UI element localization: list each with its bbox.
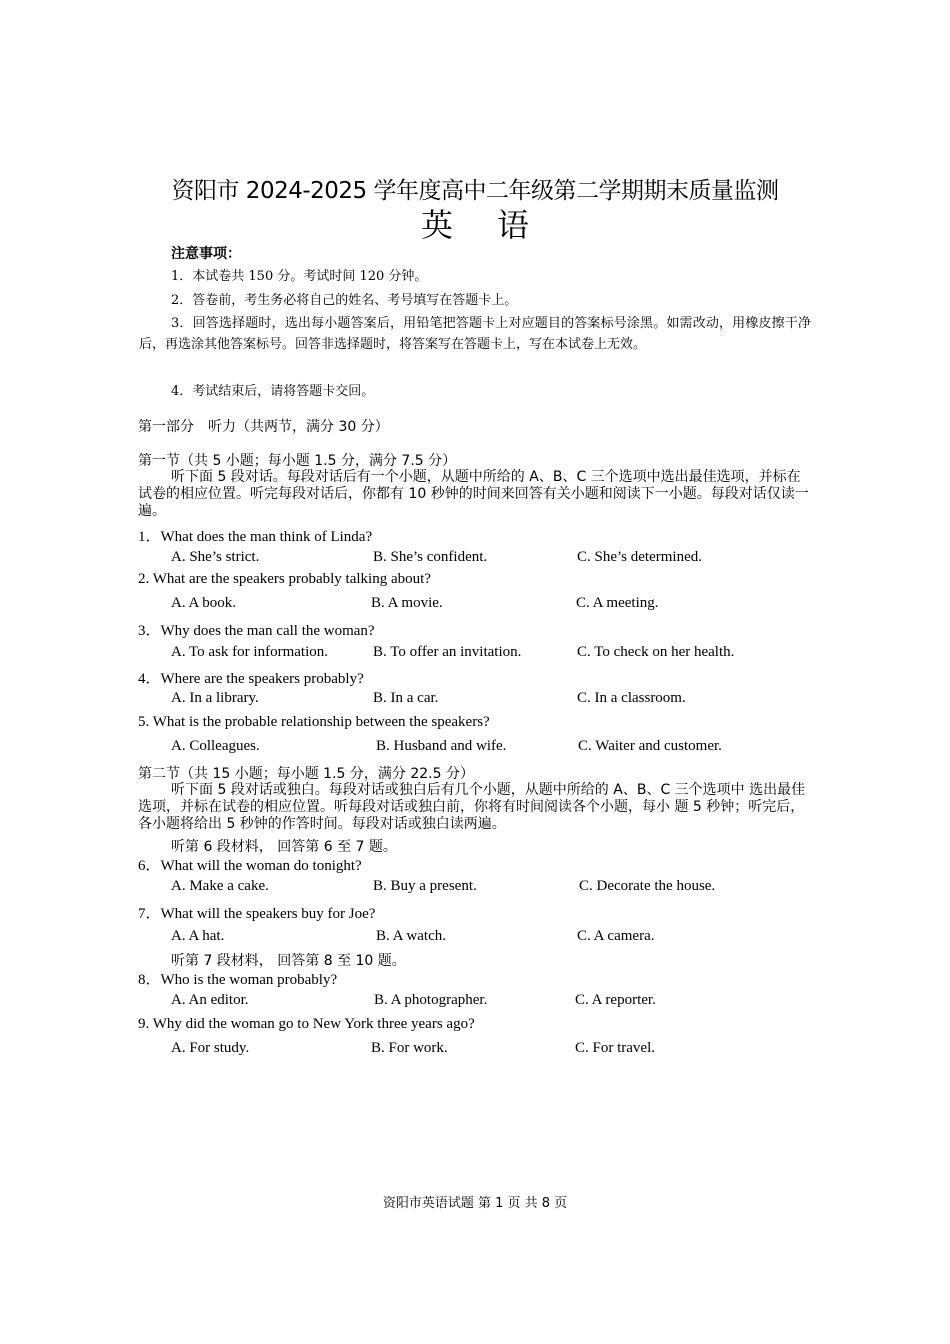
- material-6-note: 听第 6 段材料， 回答第 6 至 7 题。: [171, 839, 397, 855]
- q4-option-c: C. In a classroom.: [577, 690, 686, 706]
- q9-option-b: B. For work.: [371, 1040, 448, 1056]
- q2-option-c: C. A meeting.: [576, 595, 659, 611]
- q5-option-b: B. Husband and wife.: [376, 738, 507, 754]
- q7-option-a: A. A hat.: [171, 928, 225, 944]
- exam-title: 资阳市 2024-2025 学年度高中二年级第二学期期末质量监测: [171, 178, 779, 204]
- q4-option-a: A. In a library.: [171, 690, 259, 706]
- q1-option-b: B. She’s confident.: [373, 549, 488, 565]
- question-7: 7．What will the speakers buy for Joe?: [138, 906, 376, 922]
- section1-title: 第一节（共 5 小题；每小题 1.5 分，满分 7.5 分）: [138, 453, 457, 469]
- notice-item-2: 2．答卷前，考生务必将自己的姓名、考号填写在答题卡上。: [171, 293, 518, 308]
- section2-instructions: 听下面 5 段对话或独白。每段对话或独白后有几个小题，从题中所给的 A、B、C 三个选项中 选出最佳选项，并标在试卷的相应位置。听每段对话或独白前，你将有时间阅读各个小题，每小 题 5 秒钟；听完后，各小题将给出 5 秒钟的作答时间。每段对话或独白读两遍。: [138, 782, 806, 832]
- q7-option-c: C. A camera.: [577, 928, 655, 944]
- q3-option-a: A. To ask for information.: [171, 644, 328, 660]
- question-4: 4．Where are the speakers probably?: [138, 671, 364, 687]
- q9-option-a: A. For study.: [171, 1040, 250, 1056]
- notice-item-1: 1．本试卷共 150 分。考试时间 120 分钟。: [171, 269, 428, 284]
- q3-option-c: C. To check on her health.: [577, 644, 735, 660]
- q7-option-b: B. A watch.: [376, 928, 446, 944]
- q6-option-c: C. Decorate the house.: [579, 878, 716, 894]
- q8-option-c: C. A reporter.: [575, 992, 656, 1008]
- notice-item-4: 4．考试结束后，请将答题卡交回。: [171, 384, 375, 399]
- q9-option-c: C. For travel.: [575, 1040, 655, 1056]
- section2-title: 第二节（共 15 小题；每小题 1.5 分，满分 22.5 分）: [138, 766, 474, 782]
- question-2: 2. What are the speakers probably talking about?: [138, 571, 431, 587]
- question-5: 5. What is the probable relationship between the speakers?: [138, 714, 490, 730]
- q5-option-c: C. Waiter and customer.: [578, 738, 722, 754]
- q6-option-a: A. Make a cake.: [171, 878, 269, 894]
- q1-option-a: A. She’s strict.: [171, 549, 260, 565]
- q3-option-b: B. To offer an invitation.: [373, 644, 522, 660]
- subject-char-1: 英: [420, 206, 453, 244]
- q1-option-c: C. She’s determined.: [577, 549, 702, 565]
- q2-option-b: B. A movie.: [371, 595, 443, 611]
- subject-title: [0, 200, 950, 246]
- q8-option-b: B. A photographer.: [374, 992, 488, 1008]
- section1-instructions: 听下面 5 段对话。每段对话后有一个小题，从题中所给的 A、B、C 三个选项中选出最佳选项，并标在试卷的相应位置。听完每段对话后，你都有 10 秒钟的时间来回答有关小题和阅读下一小题。每段对话仅读一遍。: [138, 469, 809, 519]
- q5-option-a: A. Colleagues.: [171, 738, 260, 754]
- part1-title: 第一部分 听力（共两节，满分 30 分）: [138, 419, 389, 435]
- q8-option-a: A. An editor.: [171, 992, 249, 1008]
- q4-option-b: B. In a car.: [373, 690, 439, 706]
- page-footer: 资阳市英语试题 第 1 页 共 8 页: [382, 1196, 568, 1211]
- q2-option-a: A. A book.: [171, 595, 237, 611]
- subject-char-2: 语: [497, 206, 530, 244]
- question-3: 3．Why does the man call the woman?: [138, 623, 375, 639]
- question-8: 8．Who is the woman probably?: [138, 972, 338, 988]
- notice-item-3: 3．回答选择题时，选出每小题答案后，用铅笔把答题卡上对应题目的答案标号涂黑。如需改动，用橡皮擦干净后，再选涂其他答案标号。回答非选择题时，将答案写在答题卡上，写在本试卷上无效。: [139, 316, 811, 352]
- material-7-note: 听第 7 段材料， 回答第 8 至 10 题。: [171, 953, 406, 969]
- question-6: 6．What will the woman do tonight?: [138, 858, 362, 874]
- q6-option-b: B. Buy a present.: [373, 878, 477, 894]
- question-1: 1．What does the man think of Linda?: [138, 529, 373, 545]
- question-9: 9. Why did the woman go to New York three years ago?: [138, 1016, 475, 1032]
- notice-heading: 注意事项：: [171, 246, 241, 262]
